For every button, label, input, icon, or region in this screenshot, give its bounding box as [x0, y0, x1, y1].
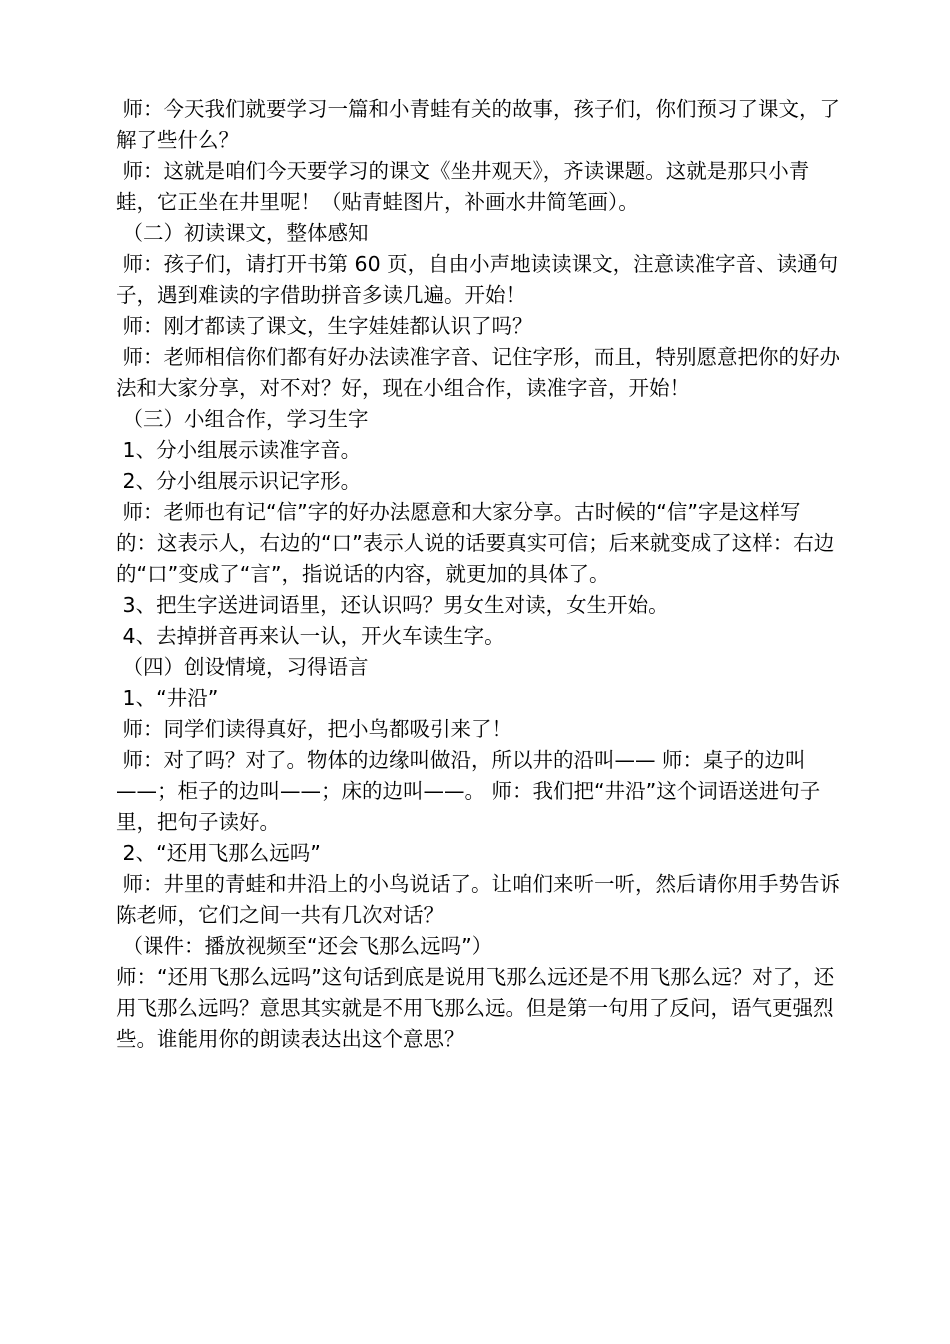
list-item: 2、“还用飞那么远吗” [116, 841, 321, 865]
paragraph: 师：对了吗？对了。物体的边缘叫做沿，所以井的沿叫—— 师：桌子的边叫——；柜子的边叫——；床的边叫——。 师：我们把“井沿”这个词语送进句子里，把句子读好。 [116, 748, 821, 834]
paragraph: 师：孩子们，请打开书第 60 页，自由小声地读读课文，注意读准字音、读通句子，遇到难读的字借助拼音多读几遍。开始！ [116, 252, 839, 307]
paragraph: 师：同学们读得真好，把小鸟都吸引来了！ [116, 717, 513, 741]
list-item: 1、“井沿” [116, 686, 219, 710]
section-heading: （二）初读课文，整体感知 [116, 221, 369, 245]
list-item: 3、把生字送进词语里，还认识吗？男女生对读，女生开始。 [116, 593, 669, 617]
paragraph: 师：刚才都读了课文，生字娃娃都认识了吗？ [116, 314, 533, 338]
section-heading: （四）创设情境，习得语言 [116, 655, 369, 679]
list-item: 2、分小组展示识记字形。 [116, 469, 362, 493]
document-body [116, 94, 841, 1055]
paragraph: 师：今天我们就要学习一篇和小青蛙有关的故事，孩子们，你们预习了课文，了解了些什么？ [116, 97, 841, 152]
list-item: 4、去掉拼音再来认一认，开火车读生字。 [116, 624, 505, 648]
paragraph: 师：井里的青蛙和井沿上的小鸟说话了。让咱们来听一听，然后请你用手势告诉陈老师，它们之间一共有几次对话？ [116, 872, 841, 927]
paragraph: 师：“还用飞那么远吗”这句话到底是说用飞那么远还是不用飞那么远？对了，还用飞那么远吗？意思其实就是不用飞那么远。但是第一句用了反问，语气更强烈些。谁能用你的朗读表达出这个意思？ [116, 965, 835, 1051]
paragraph: 师：老师也有记“信”字的好办法愿意和大家分享。古时候的“信”字是这样写的：这表示人，右边的“口”表示人说的话要真实可信；后来就变成了这样：右边的“口”变成了“言”，指说话的内容，就更加的具体了。 [116, 500, 835, 586]
list-item: 1、分小组展示读准字音。 [116, 438, 362, 462]
paragraph: （课件：播放视频至“还会飞那么远吗”） [116, 934, 493, 958]
paragraph: 师：这就是咱们今天要学习的课文《坐井观天》，齐读课题。这就是那只小青蛙，它正坐在井里呢！（贴青蛙图片，补画水井简笔画）。 [116, 159, 810, 214]
paragraph: 师：老师相信你们都有好办法读准字音、记住字形，而且，特别愿意把你的好办法和大家分享，对不对？好，现在小组合作，读准字音，开始！ [116, 345, 841, 400]
section-heading: （三）小组合作，学习生字 [116, 407, 369, 431]
